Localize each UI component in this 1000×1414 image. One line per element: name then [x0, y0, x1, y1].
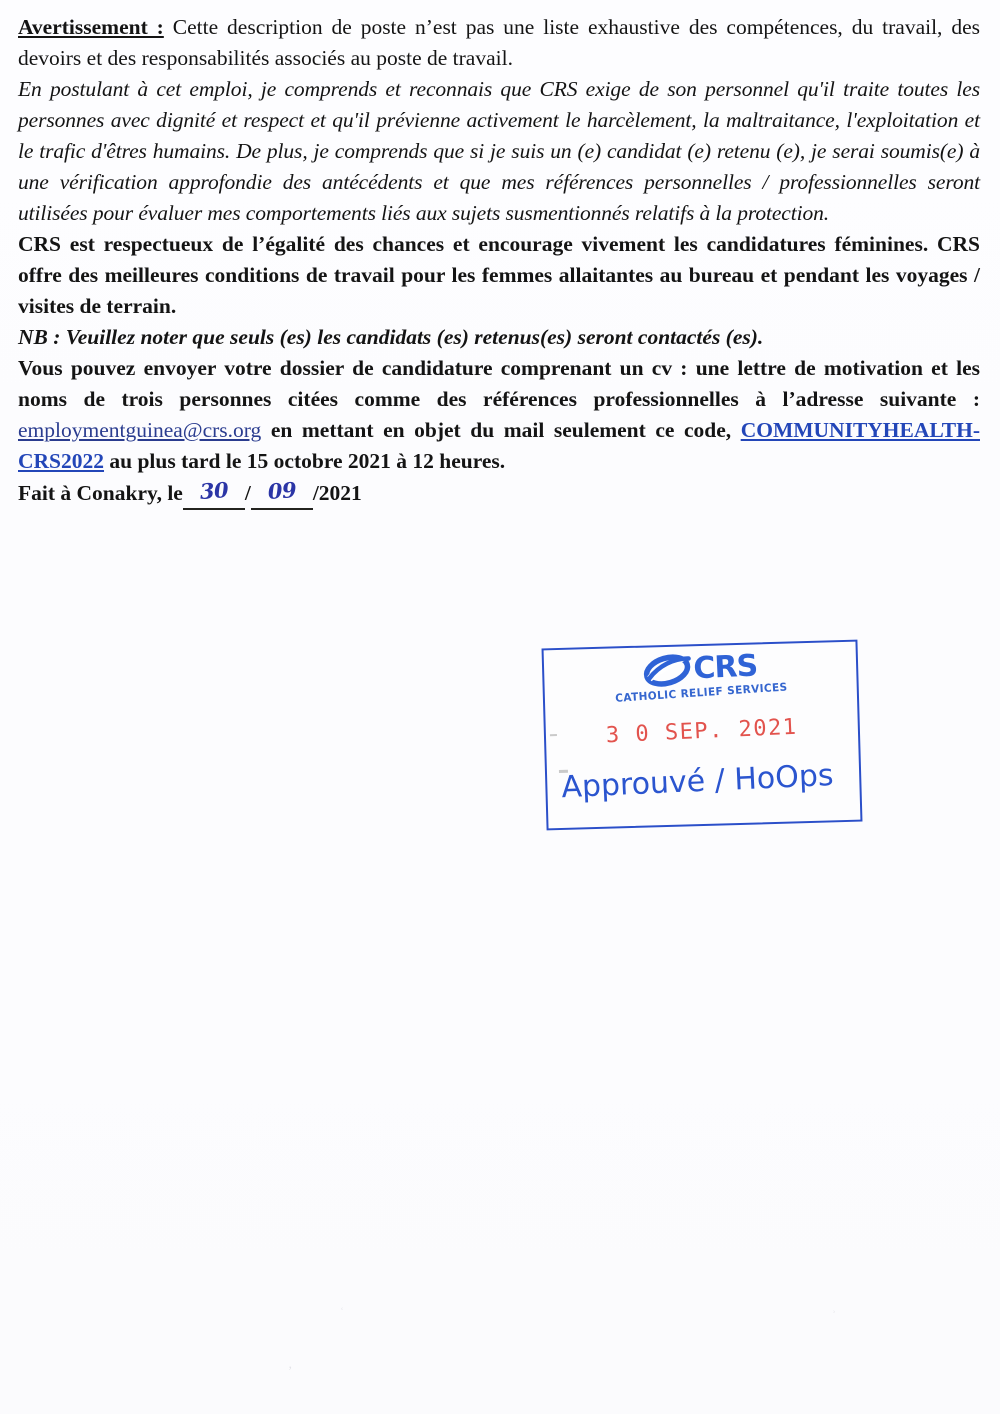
crs-logo-tagline: CATHOLIC RELIEF SERVICES: [614, 680, 788, 706]
application-text-part-3: au plus tard le 15 octobre 2021 à 12 heures.: [104, 449, 506, 473]
warning-label: Avertissement :: [18, 15, 164, 39]
stamp-artifact-mark-2: [559, 770, 568, 773]
signature-date-line: [18, 477, 980, 509]
paragraph-nb-note: NB : Veuillez noter que seuls (es) les candidats (es) retenus(es) seront contactés (es).: [18, 325, 764, 349]
date-separator-1: /: [244, 481, 251, 505]
stamp-date-text: 3 0 SEP. 2021: [605, 714, 799, 749]
handwritten-month-field[interactable]: [251, 477, 313, 509]
scan-artifact-3: ʼ: [288, 1363, 293, 1378]
handwritten-month-value: 09: [266, 477, 297, 504]
application-text-part-1: Vous pouvez envoyer votre dossier de candidature comprenant un cv : une lettre de motivation et les noms de trois personnes citées comme des références professionnelles à l’adresse suivante :: [18, 356, 980, 411]
paragraph-equal-opportunity: CRS est respectueux de l’égalité des chances et encourage vivement les candidatures féminines. CRS offre des meilleures conditions de travail pour les femmes allaitantes au bureau et pendant les voyages / visites de terrain.: [18, 232, 980, 318]
signature-prefix: Fait à Conakry, le: [18, 481, 183, 505]
paragraph-warning: [18, 12, 980, 74]
crs-swoosh-icon: [642, 652, 693, 688]
document-text-body: [18, 12, 980, 509]
paragraph-acknowledgement: En postulant à cet emploi, je comprends et reconnais que CRS exige de son personnel qu'il traite toutes les personnes avec dignité et respect et qu'il prévienne activement le harcèlement, la maltraitance, l'exploitation et le trafic d'êtres humains. De plus, je comprends que si je suis un (e) candidat (e) retenu (e), je serai soumis(e) à une vérification approfondie des antécédents et que mes références personnelles / professionnelles seront utilisées pour évaluer mes comportements liés aux sujets susmentionnés relatifs à la protection.: [18, 77, 980, 225]
crs-logo-text: CRS: [692, 648, 758, 687]
stamp-content: [542, 640, 863, 831]
application-text-part-2: en mettant en objet du mail seulement ce code,: [261, 418, 741, 442]
application-email-link[interactable]: employmentguinea@crs.org: [18, 418, 262, 442]
scan-artifact-1: ʿ: [340, 1305, 344, 1319]
handwritten-day-field[interactable]: [183, 477, 245, 509]
stamp-artifact-mark-1: [550, 734, 557, 736]
handwritten-day-value: 30: [198, 477, 229, 504]
date-separator-2: /2021: [312, 481, 362, 505]
paragraph-application-instructions: [18, 353, 980, 477]
approval-stamp: [542, 640, 863, 831]
crs-logo-row: [642, 649, 757, 688]
crs-logo: [613, 648, 788, 706]
scan-artifact-2: ʾ: [832, 1308, 836, 1322]
stamp-approval-text: Approuvé / HoOps: [560, 757, 835, 806]
application-code-link[interactable]: COMMUNITYHEALTH-CRS2022: [18, 418, 980, 473]
warning-text: Cette description de poste n’est pas une liste exhaustive des compétences, du travail, des devoirs et des responsabilités associés au poste de travail.: [18, 15, 981, 70]
